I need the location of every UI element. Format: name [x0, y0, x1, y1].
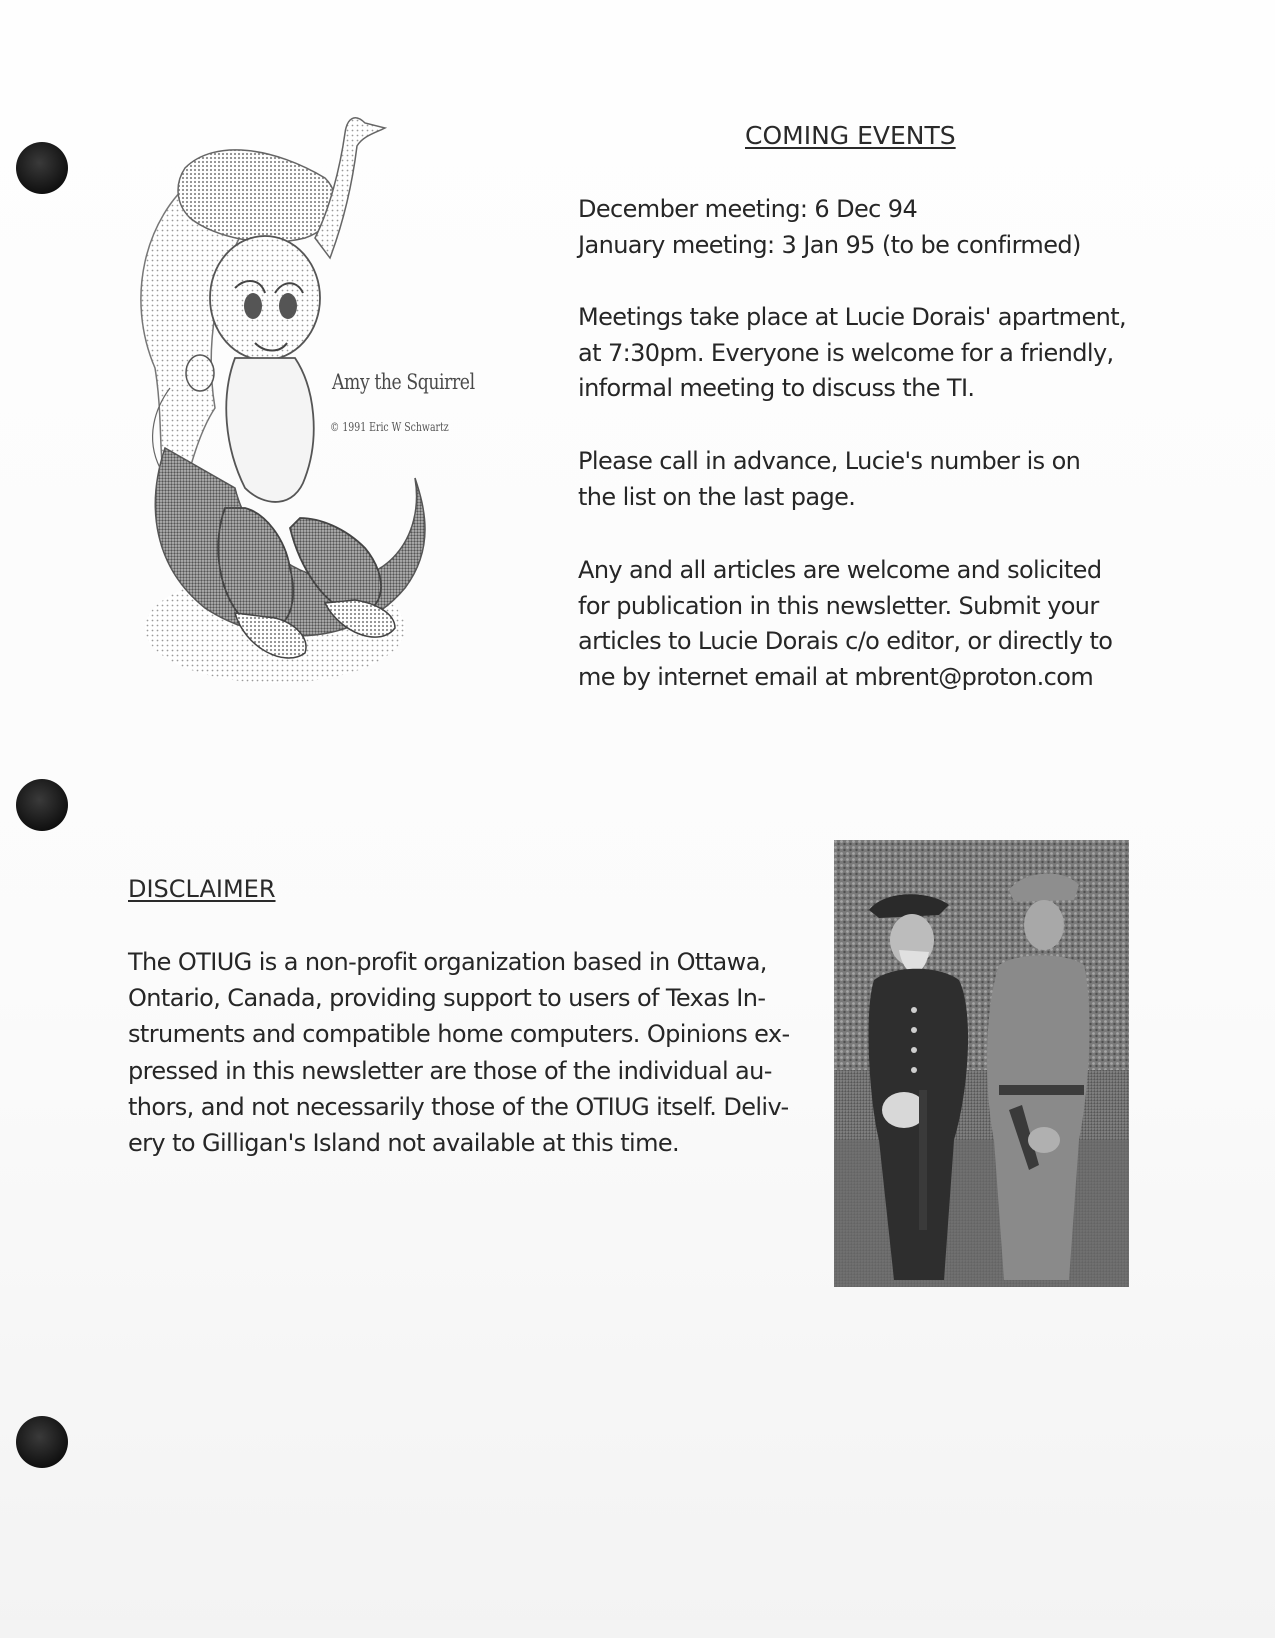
text-line: The OTIUG is a non-profit organization based in Ottawa,: [128, 948, 767, 976]
text-line: Meetings take place at Lucie Dorais' apartment,: [578, 303, 1127, 331]
articles-paragraph: [578, 553, 1112, 695]
photo-two-men-in-uniform: [834, 840, 1129, 1287]
text-line: me by internet email at mbrent@proton.com: [578, 662, 1094, 691]
disclaimer-heading: DISCLAIMER: [128, 875, 276, 903]
text-line: articles to Lucie Dorais c/o editor, or directly to: [578, 627, 1113, 655]
meeting-location-paragraph: [578, 300, 1126, 407]
coming-events-heading: COMING EVENTS: [745, 121, 956, 150]
text-line: informal meeting to discuss the TI.: [578, 374, 975, 402]
disclaimer-paragraph: [128, 944, 790, 1161]
meeting-dates: [578, 192, 1081, 263]
text-line: pressed in this newsletter are those of the individual au-: [128, 1056, 772, 1085]
squirrel-illustration: [125, 108, 465, 720]
text-line: the list on the last page.: [578, 482, 856, 511]
text-line: ery to Gilligan's Island not available at this time.: [128, 1129, 680, 1158]
binder-hole-middle: [16, 779, 68, 831]
call-in-advance-paragraph: [578, 444, 1080, 515]
text-line: Please call in advance, Lucie's number is on: [578, 447, 1081, 475]
illustration-caption-title: Amy the Squirrel: [332, 370, 475, 394]
text-line: struments and compatible home computers. Opinions ex-: [128, 1020, 790, 1049]
binder-hole-bottom: [16, 1416, 68, 1468]
text-line: thors, and not necessarily those of the OTIUG itself. Deliv-: [128, 1092, 789, 1121]
meeting-line: December meeting: 6 Dec 94: [578, 195, 918, 223]
illustration-caption-credit: © 1991 Eric W Schwartz: [330, 420, 449, 434]
text-line: Ontario, Canada, providing support to users of Texas In-: [128, 984, 766, 1013]
binder-hole-top: [16, 142, 68, 194]
text-line: at 7:30pm. Everyone is welcome for a friendly,: [578, 338, 1114, 367]
meeting-line: January meeting: 3 Jan 95 (to be confirmed): [578, 230, 1081, 259]
text-line: for publication in this newsletter. Submit your: [578, 591, 1099, 620]
text-line: Any and all articles are welcome and solicited: [578, 556, 1102, 584]
